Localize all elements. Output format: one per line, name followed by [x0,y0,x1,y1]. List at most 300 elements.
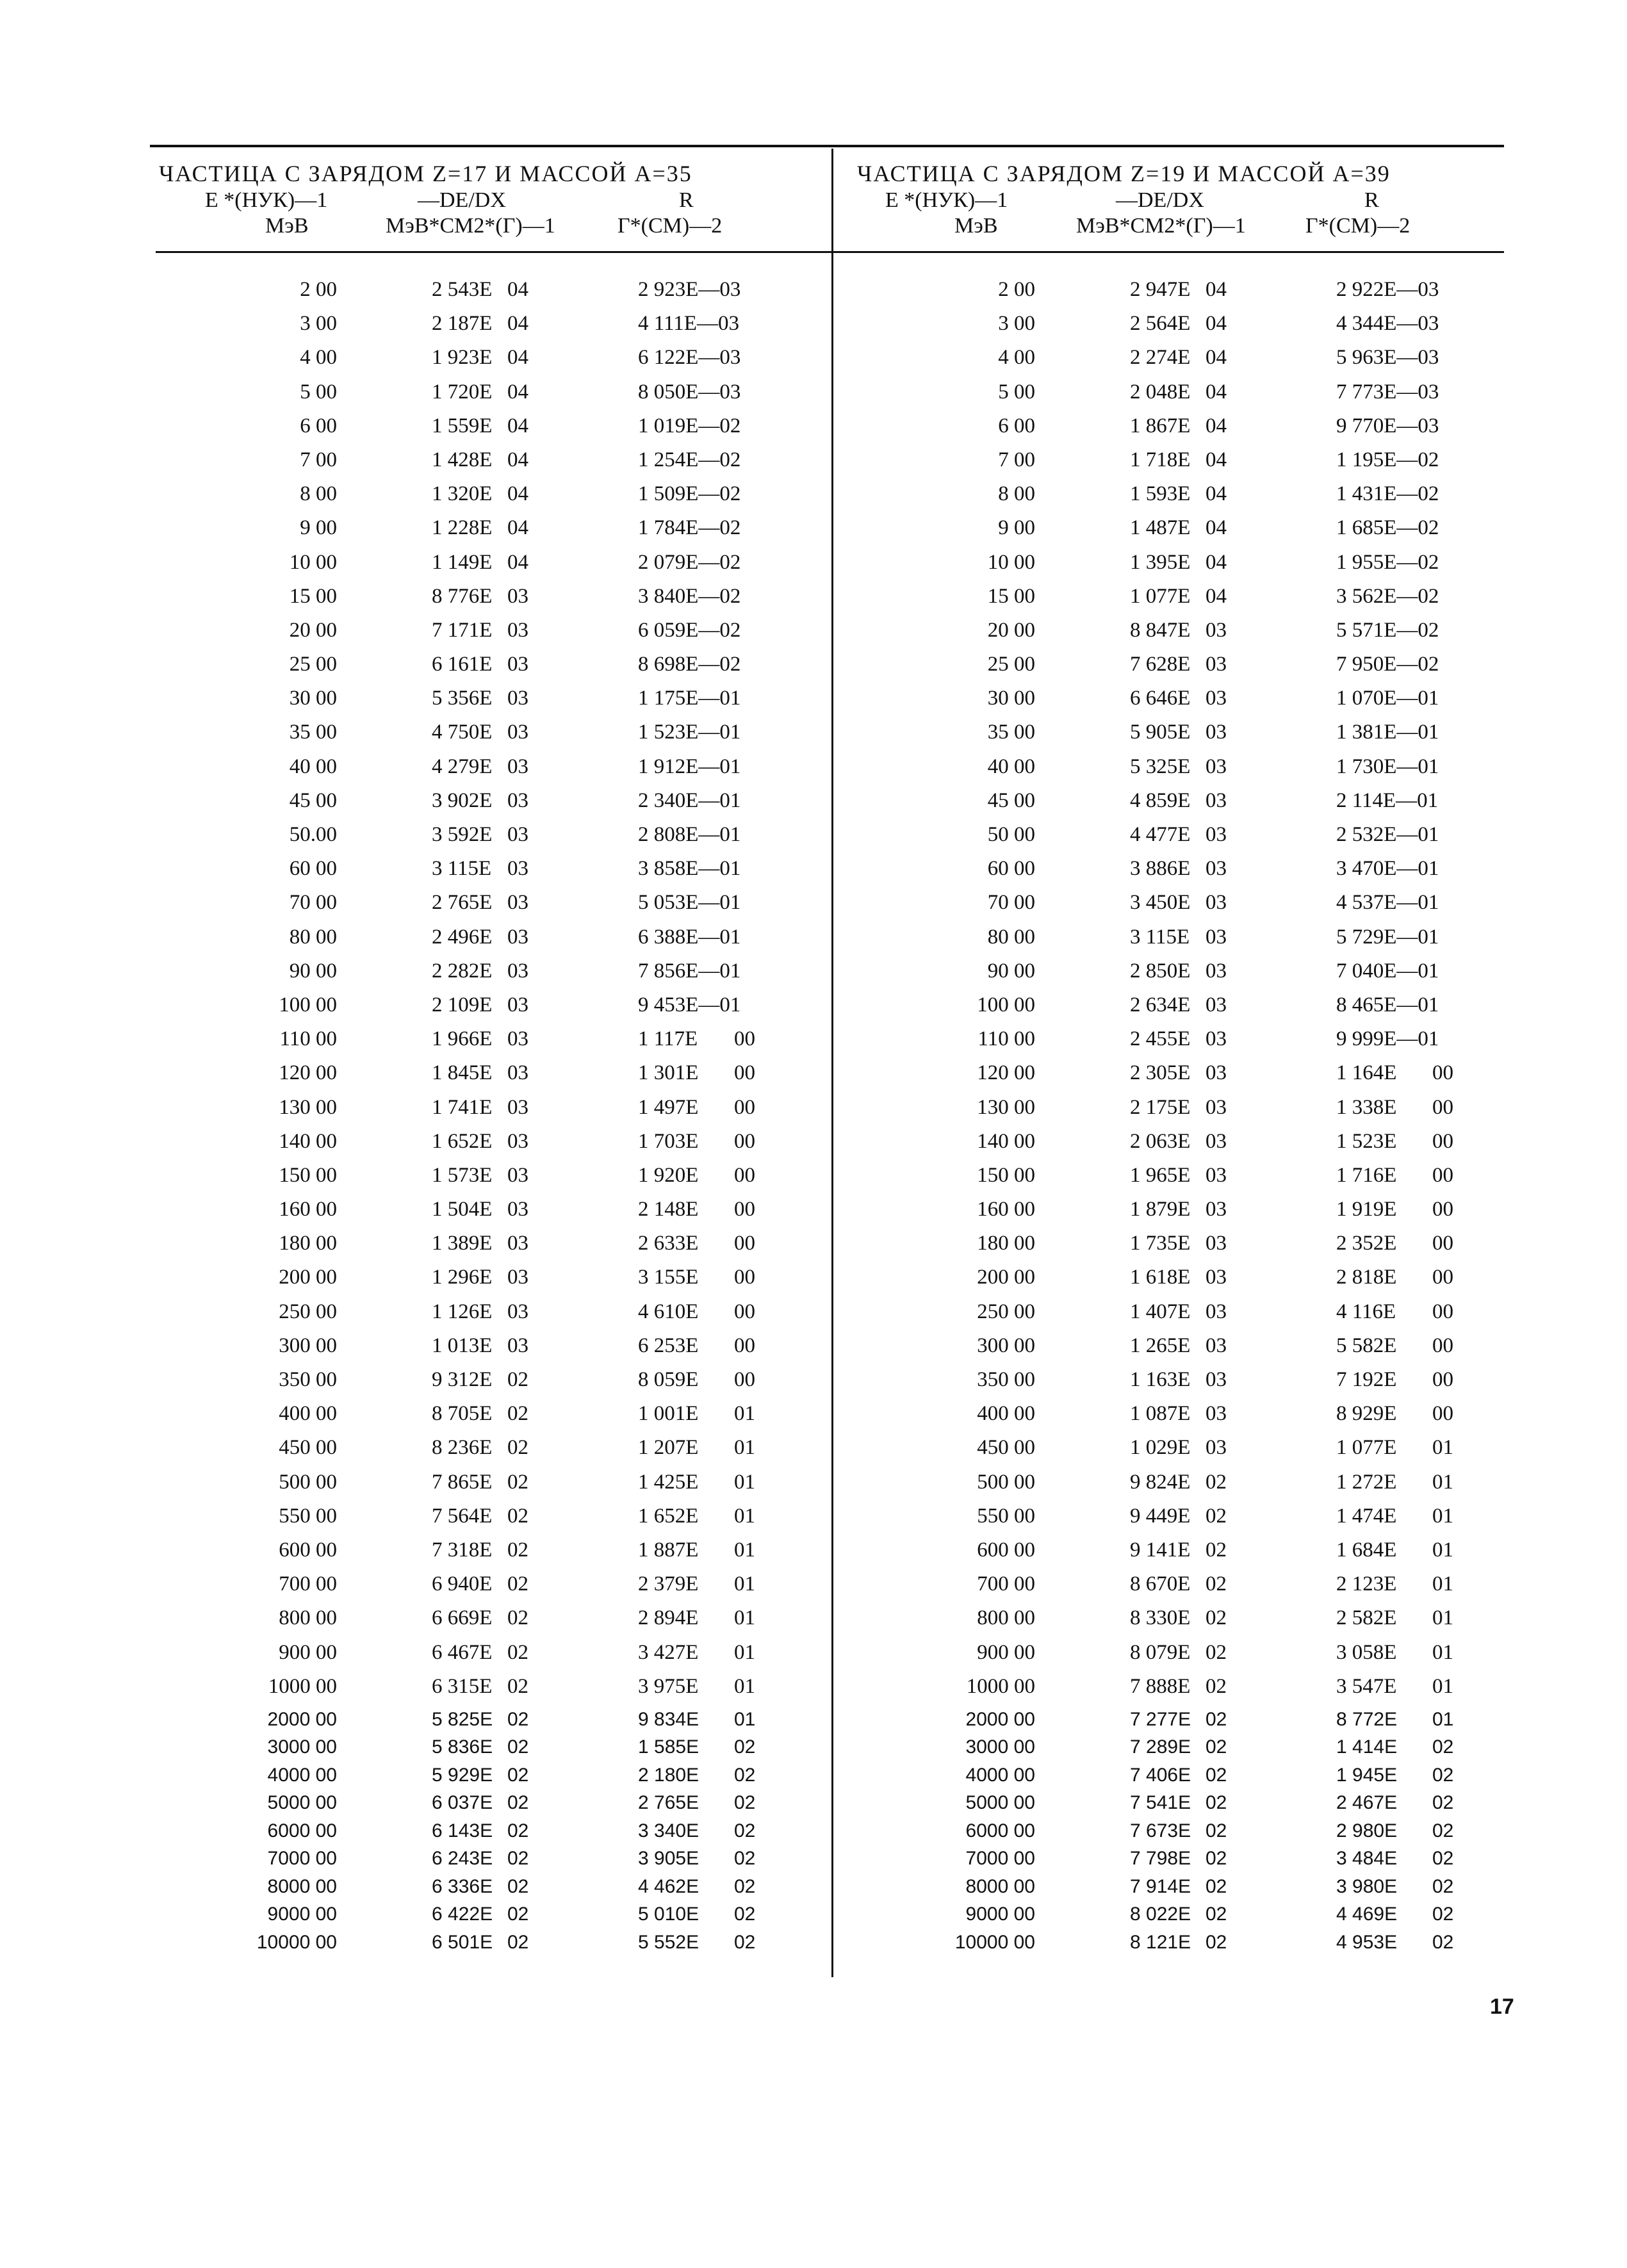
table-row [159,1130,825,1164]
range-exponent-cell: 00 [734,1095,755,1119]
range-mantissa-cell: 2 180E [638,1764,699,1786]
dedx-exponent-cell: 03 [1206,755,1227,778]
dedx-mantissa-cell: 1 296E [432,1266,493,1289]
dedx-mantissa-cell: 7 798E [1130,1848,1191,1870]
table-row [857,1505,1523,1538]
dedx-mantissa-cell: 1 163E [1130,1368,1191,1391]
dedx-mantissa-cell: 7 171E [432,618,493,642]
range-mantissa-cell: 4 111E—03 [638,312,739,336]
energy-cell: 20 00 [987,618,1035,642]
table-row [159,1027,825,1061]
energy-cell: 700 00 [279,1572,337,1596]
energy-cell: 9 00 [998,516,1035,540]
dedx-exponent-cell: 03 [507,1232,528,1255]
range-mantissa-cell: 1 195E—02 [1336,448,1439,471]
dedx-mantissa-cell: 1 867E [1130,414,1191,437]
range-mantissa-cell: 1 019E—02 [638,414,741,437]
range-exponent-cell: 02 [734,1764,756,1786]
col-range-unit: Г*(СМ)—2 [617,214,723,238]
range-exponent-cell: 01 [734,1572,755,1596]
range-exponent-cell: 01 [1432,1606,1453,1630]
dedx-mantissa-cell: 2 543E [432,278,493,301]
table-row [857,585,1523,619]
dedx-exponent-cell: 03 [507,653,528,676]
dedx-exponent-cell: 02 [507,1368,528,1391]
energy-cell: 160 00 [279,1198,337,1221]
range-mantissa-cell: 1 497E [638,1095,699,1119]
dedx-exponent-cell: 03 [507,823,528,846]
dedx-exponent-cell: 02 [1206,1606,1227,1630]
range-mantissa-cell: 1 301E [638,1061,699,1085]
dedx-mantissa-cell: 5 825E [432,1708,493,1730]
range-mantissa-cell: 9 770E—03 [1336,414,1439,437]
dedx-exponent-cell: 03 [507,1334,528,1357]
dedx-exponent-cell: 02 [1206,1572,1227,1596]
range-exponent-cell: 02 [1432,1820,1454,1841]
energy-cell: 9000 00 [267,1904,337,1925]
table-row [857,1736,1523,1765]
table-row [159,1164,825,1198]
table-row [857,1368,1523,1402]
dedx-mantissa-cell: 1 320E [432,482,493,506]
range-mantissa-cell: 3 058E [1336,1640,1397,1664]
dedx-mantissa-cell: 1 718E [1130,448,1191,471]
table-row [159,585,825,619]
table-row [857,1538,1523,1572]
range-mantissa-cell: 4 116E [1336,1300,1396,1323]
energy-cell: 100 00 [279,993,337,1016]
energy-cell: 120 00 [977,1061,1035,1085]
range-mantissa-cell: 1 117E [638,1027,698,1051]
table-row [159,1904,825,1932]
energy-cell: 90 00 [289,959,337,983]
dedx-exponent-cell: 02 [507,1708,529,1730]
dedx-mantissa-cell: 1 407E [1130,1300,1191,1323]
dedx-exponent-cell: 04 [1206,482,1227,506]
range-exponent-cell: 00 [734,1266,755,1289]
table-row [159,1096,825,1130]
range-exponent-cell: 00 [734,1232,755,1255]
energy-cell: 8000 00 [267,1875,337,1897]
energy-cell: 2 00 [300,278,337,301]
dedx-exponent-cell: 03 [1206,721,1227,744]
energy-cell: 10 00 [289,550,337,574]
energy-cell: 1000 00 [268,1674,337,1698]
table-row [857,1572,1523,1606]
energy-cell: 550 00 [279,1504,337,1528]
dedx-mantissa-cell: 9 141E [1130,1538,1191,1562]
dedx-exponent-cell: 02 [507,1820,529,1841]
table-row [857,1027,1523,1061]
energy-cell: 100 00 [977,993,1035,1016]
dedx-exponent-cell: 02 [507,1640,528,1664]
range-mantissa-cell: 1 523E—01 [638,721,741,744]
range-exponent-cell: 00 [1432,1402,1453,1426]
table-row [857,1130,1523,1164]
range-mantissa-cell: 4 344E—03 [1336,312,1439,336]
column-divider [831,149,833,1977]
energy-cell: 60 00 [289,857,337,881]
range-mantissa-cell: 1 652E [638,1504,699,1528]
energy-cell: 4 00 [998,346,1035,370]
dedx-mantissa-cell: 3 450E [1130,891,1191,915]
table-row [159,1572,825,1606]
table-row [159,1232,825,1266]
table-row [159,1402,825,1436]
dedx-exponent-cell: 04 [1206,312,1227,336]
dedx-exponent-cell: 03 [1206,1300,1227,1323]
energy-cell: 40 00 [289,755,337,778]
energy-cell: 3 00 [300,312,337,336]
col-dedx-unit: МэВ*СМ2*(Г)—1 [1076,214,1246,238]
dedx-mantissa-cell: 4 750E [432,721,493,744]
dedx-mantissa-cell: 4 477E [1130,823,1191,846]
dedx-exponent-cell: 03 [507,1266,528,1289]
dedx-mantissa-cell: 2 947E [1130,278,1191,301]
table-row [159,857,825,891]
table-row [857,1932,1523,1960]
dedx-mantissa-cell: 2 305E [1130,1061,1191,1085]
dedx-exponent-cell: 03 [507,1129,528,1153]
dedx-mantissa-cell: 7 888E [1130,1674,1191,1698]
dedx-mantissa-cell: 1 741E [432,1095,493,1119]
range-mantissa-cell: 1 474E [1336,1504,1397,1528]
range-exponent-cell: 00 [1432,1266,1453,1289]
energy-cell: 250 00 [977,1300,1035,1323]
range-mantissa-cell: 8 465E—01 [1336,993,1439,1016]
dedx-mantissa-cell: 5 836E [432,1736,493,1758]
energy-cell: 70 00 [987,891,1035,915]
dedx-exponent-cell: 02 [507,1470,528,1494]
range-mantissa-cell: 3 427E [638,1640,699,1664]
dedx-mantissa-cell: 1 029E [1130,1436,1191,1460]
table-row [857,993,1523,1027]
table-row [159,1538,825,1572]
range-exponent-cell: 01 [734,1504,755,1528]
dedx-exponent-cell: 03 [507,1061,528,1085]
energy-cell: 140 00 [279,1129,337,1153]
range-mantissa-cell: 3 858E—01 [638,857,741,881]
energy-cell: 8000 00 [965,1875,1035,1897]
table-row [857,891,1523,925]
range-exponent-cell: 00 [1432,1232,1453,1255]
energy-cell: 200 00 [977,1266,1035,1289]
dedx-exponent-cell: 03 [1206,1163,1227,1187]
dedx-exponent-cell: 04 [507,448,528,471]
energy-cell: 8 00 [300,482,337,506]
dedx-mantissa-cell: 6 161E [432,653,493,676]
table-row [159,619,825,653]
table-row [857,1232,1523,1266]
table-row [159,482,825,516]
dedx-exponent-cell: 03 [507,721,528,744]
range-exponent-cell: 01 [734,1470,755,1494]
dedx-mantissa-cell: 4 279E [432,755,493,778]
table-row [857,346,1523,380]
range-mantissa-cell: 5 010E [638,1904,699,1925]
range-exponent-cell: 01 [1432,1470,1453,1494]
range-mantissa-cell: 8 050E—03 [638,380,741,404]
energy-cell: 120 00 [279,1061,337,1085]
dedx-mantissa-cell: 7 277E [1130,1708,1191,1730]
table-row [857,380,1523,414]
range-mantissa-cell: 4 953E [1336,1931,1398,1953]
energy-cell: 5 00 [300,380,337,404]
range-exponent-cell: 02 [1432,1848,1454,1870]
range-exponent-cell: 02 [1432,1904,1454,1925]
dedx-exponent-cell: 03 [1206,823,1227,846]
table-row [159,687,825,721]
dedx-mantissa-cell: 2 175E [1130,1095,1191,1119]
dedx-exponent-cell: 02 [507,1875,529,1897]
range-mantissa-cell: 3 484E [1336,1848,1398,1870]
energy-cell: 6000 00 [267,1820,337,1841]
energy-cell: 35 00 [289,721,337,744]
left-table [159,160,825,1953]
table-row [857,1675,1523,1709]
dedx-mantissa-cell: 8 670E [1130,1572,1191,1596]
energy-cell: 300 00 [977,1334,1035,1357]
range-mantissa-cell: 2 114E—01 [1336,788,1439,812]
range-mantissa-cell: 5 571E—02 [1336,618,1439,642]
table-row [159,1505,825,1538]
energy-cell: 3 00 [998,312,1035,336]
table-row [159,1820,825,1848]
range-mantissa-cell: 5 552E [638,1931,699,1953]
energy-cell: 10000 00 [256,1931,337,1953]
range-mantissa-cell: 1 509E—02 [638,482,741,506]
table-row [857,823,1523,857]
range-exponent-cell: 01 [734,1708,756,1730]
energy-cell: 500 00 [977,1470,1035,1494]
range-mantissa-cell: 1 685E—02 [1336,516,1439,540]
dedx-exponent-cell: 02 [507,1538,528,1562]
column-names [159,188,825,214]
range-mantissa-cell: 2 923E—03 [638,278,741,301]
table-row [159,891,825,925]
energy-cell: 20 00 [289,618,337,642]
dedx-mantissa-cell: 3 592E [432,823,493,846]
range-mantissa-cell: 2 922E—03 [1336,278,1439,301]
energy-cell: 7 00 [300,448,337,471]
dedx-mantissa-cell: 7 628E [1130,653,1191,676]
table-row [857,687,1523,721]
dedx-mantissa-cell: 1 126E [432,1300,493,1323]
dedx-mantissa-cell: 7 318E [432,1538,493,1562]
table-row [857,312,1523,346]
dedx-exponent-cell: 04 [507,550,528,574]
dedx-mantissa-cell: 1 559E [432,414,493,437]
energy-cell: 200 00 [279,1266,337,1289]
energy-cell: 300 00 [279,1334,337,1357]
energy-cell: 600 00 [977,1538,1035,1562]
range-exponent-cell: 02 [1432,1764,1454,1786]
table-row [857,1266,1523,1300]
table-row [159,755,825,789]
range-mantissa-cell: 1 703E [638,1129,699,1153]
range-mantissa-cell: 1 338E [1336,1095,1397,1119]
range-mantissa-cell: 2 532E—01 [1336,823,1439,846]
range-mantissa-cell: 5 963E—03 [1336,346,1439,370]
table-row [159,1641,825,1675]
dedx-exponent-cell: 02 [1206,1538,1227,1562]
dedx-exponent-cell: 03 [1206,687,1227,710]
dedx-mantissa-cell: 5 905E [1130,721,1191,744]
range-mantissa-cell: 8 698E—02 [638,653,741,676]
dedx-mantissa-cell: 4 859E [1130,788,1191,812]
range-mantissa-cell: 2 582E [1336,1606,1397,1630]
range-exponent-cell: 02 [734,1792,756,1814]
dedx-mantissa-cell: 6 143E [432,1820,493,1841]
table-row [857,857,1523,891]
table-row [857,1096,1523,1130]
energy-cell: 7000 00 [965,1848,1035,1870]
table-row [159,926,825,959]
dedx-exponent-cell: 02 [507,1736,529,1758]
range-mantissa-cell: 5 053E—01 [638,891,741,915]
dedx-mantissa-cell: 1 389E [432,1232,493,1255]
range-mantissa-cell: 1 272E [1336,1470,1397,1494]
dedx-exponent-cell: 02 [1206,1875,1227,1897]
range-mantissa-cell: 2 340E—01 [638,788,741,812]
range-exponent-cell: 02 [1432,1931,1454,1953]
energy-cell: 6000 00 [965,1820,1035,1841]
header-rule [156,251,1504,253]
energy-cell: 9 00 [300,516,337,540]
dedx-mantissa-cell: 3 886E [1130,857,1191,881]
range-exponent-cell: 00 [1432,1368,1453,1391]
table-row [857,1164,1523,1198]
range-exponent-cell: 00 [734,1163,755,1187]
dedx-exponent-cell: 02 [1206,1820,1227,1841]
dedx-exponent-cell: 03 [507,1095,528,1119]
dedx-mantissa-cell: 1 228E [432,516,493,540]
energy-cell: 180 00 [279,1232,337,1255]
dedx-exponent-cell: 02 [507,1674,528,1698]
range-exponent-cell: 00 [734,1129,755,1153]
energy-cell: 180 00 [977,1232,1035,1255]
energy-cell: 400 00 [279,1402,337,1426]
top-rule [150,145,1504,147]
dedx-exponent-cell: 03 [507,1198,528,1221]
dedx-mantissa-cell: 1 965E [1130,1163,1191,1187]
dedx-exponent-cell: 04 [1206,584,1227,608]
dedx-exponent-cell: 04 [507,414,528,437]
dedx-mantissa-cell: 8 847E [1130,618,1191,642]
table-row [857,1709,1523,1737]
dedx-exponent-cell: 03 [507,993,528,1016]
dedx-exponent-cell: 03 [1206,891,1227,915]
table-row [857,482,1523,516]
dedx-mantissa-cell: 5 325E [1130,755,1191,778]
range-mantissa-cell: 1 164E [1336,1061,1397,1085]
dedx-mantissa-cell: 6 940E [432,1572,493,1596]
table-row [159,1436,825,1470]
table-row [159,721,825,755]
energy-cell: 15 00 [987,584,1035,608]
dedx-exponent-cell: 02 [507,1848,529,1870]
range-exponent-cell: 00 [734,1198,755,1221]
energy-cell: 80 00 [289,925,337,949]
range-mantissa-cell: 3 470E—01 [1336,857,1439,881]
range-mantissa-cell: 4 462E [638,1875,699,1897]
dedx-mantissa-cell: 6 467E [432,1640,493,1664]
table-row [857,1606,1523,1640]
range-exponent-cell: 01 [1432,1504,1453,1528]
range-exponent-cell: 00 [1432,1198,1453,1221]
dedx-mantissa-cell: 1 593E [1130,482,1191,506]
dedx-exponent-cell: 02 [1206,1904,1227,1925]
dedx-mantissa-cell: 2 455E [1130,1027,1191,1051]
dedx-exponent-cell: 02 [507,1792,529,1814]
range-mantissa-cell: 5 729E—01 [1336,925,1439,949]
table-body [857,278,1523,1959]
range-mantissa-cell: 4 610E [638,1300,699,1323]
range-mantissa-cell: 8 772E [1336,1708,1398,1730]
range-mantissa-cell: 3 340E [638,1820,699,1841]
energy-cell: 70 00 [289,891,337,915]
dedx-exponent-cell: 04 [1206,550,1227,574]
range-mantissa-cell: 3 980E [1336,1875,1398,1897]
dedx-mantissa-cell: 2 564E [1130,312,1191,336]
dedx-mantissa-cell: 6 315E [432,1674,493,1698]
range-mantissa-cell: 2 818E [1336,1266,1397,1289]
table-row [857,1300,1523,1334]
dedx-mantissa-cell: 7 289E [1130,1736,1191,1758]
table-row [857,721,1523,755]
range-mantissa-cell: 5 582E [1336,1334,1397,1357]
range-exponent-cell: 01 [1432,1640,1453,1664]
range-exponent-cell: 01 [1432,1436,1453,1460]
dedx-mantissa-cell: 1 845E [432,1061,493,1085]
range-mantissa-cell: 1 523E [1336,1129,1397,1153]
energy-cell: 4000 00 [267,1764,337,1786]
dedx-exponent-cell: 04 [507,312,528,336]
table-row [857,1848,1523,1876]
range-mantissa-cell: 1 684E [1336,1538,1397,1562]
range-mantissa-cell: 9 453E—01 [638,993,741,1016]
range-exponent-cell: 02 [1432,1792,1454,1814]
dedx-mantissa-cell: 6 501E [432,1931,493,1953]
dedx-mantissa-cell: 2 850E [1130,959,1191,983]
table-row [159,1266,825,1300]
range-mantissa-cell: 1 070E—01 [1336,687,1439,710]
dedx-mantissa-cell: 1 923E [432,346,493,370]
table-row [159,1848,825,1876]
range-mantissa-cell: 1 425E [638,1470,699,1494]
range-exponent-cell: 00 [734,1061,755,1085]
dedx-exponent-cell: 03 [1206,1334,1227,1357]
energy-cell: 600 00 [279,1538,337,1562]
dedx-exponent-cell: 02 [1206,1764,1227,1786]
dedx-mantissa-cell: 8 121E [1130,1931,1191,1953]
range-mantissa-cell: 1 001E [638,1402,699,1426]
energy-cell: 4000 00 [965,1764,1035,1786]
energy-cell: 550 00 [977,1504,1035,1528]
range-exponent-cell: 01 [1432,1572,1453,1596]
col-dedx-name: —DE/DX [418,188,506,212]
range-mantissa-cell: 2 123E [1336,1572,1397,1596]
dedx-exponent-cell: 03 [1206,653,1227,676]
energy-cell: 8 00 [998,482,1035,506]
column-names [857,188,1523,214]
table-title: ЧАСТИЦА С ЗАРЯДОМ Z=19 И МАССОЙ А=39 [857,161,1391,186]
range-mantissa-cell: 1 955E—02 [1336,550,1439,574]
dedx-exponent-cell: 03 [507,755,528,778]
range-exponent-cell: 02 [734,1820,756,1841]
range-mantissa-cell: 1 414E [1336,1736,1398,1758]
table-row [159,448,825,482]
